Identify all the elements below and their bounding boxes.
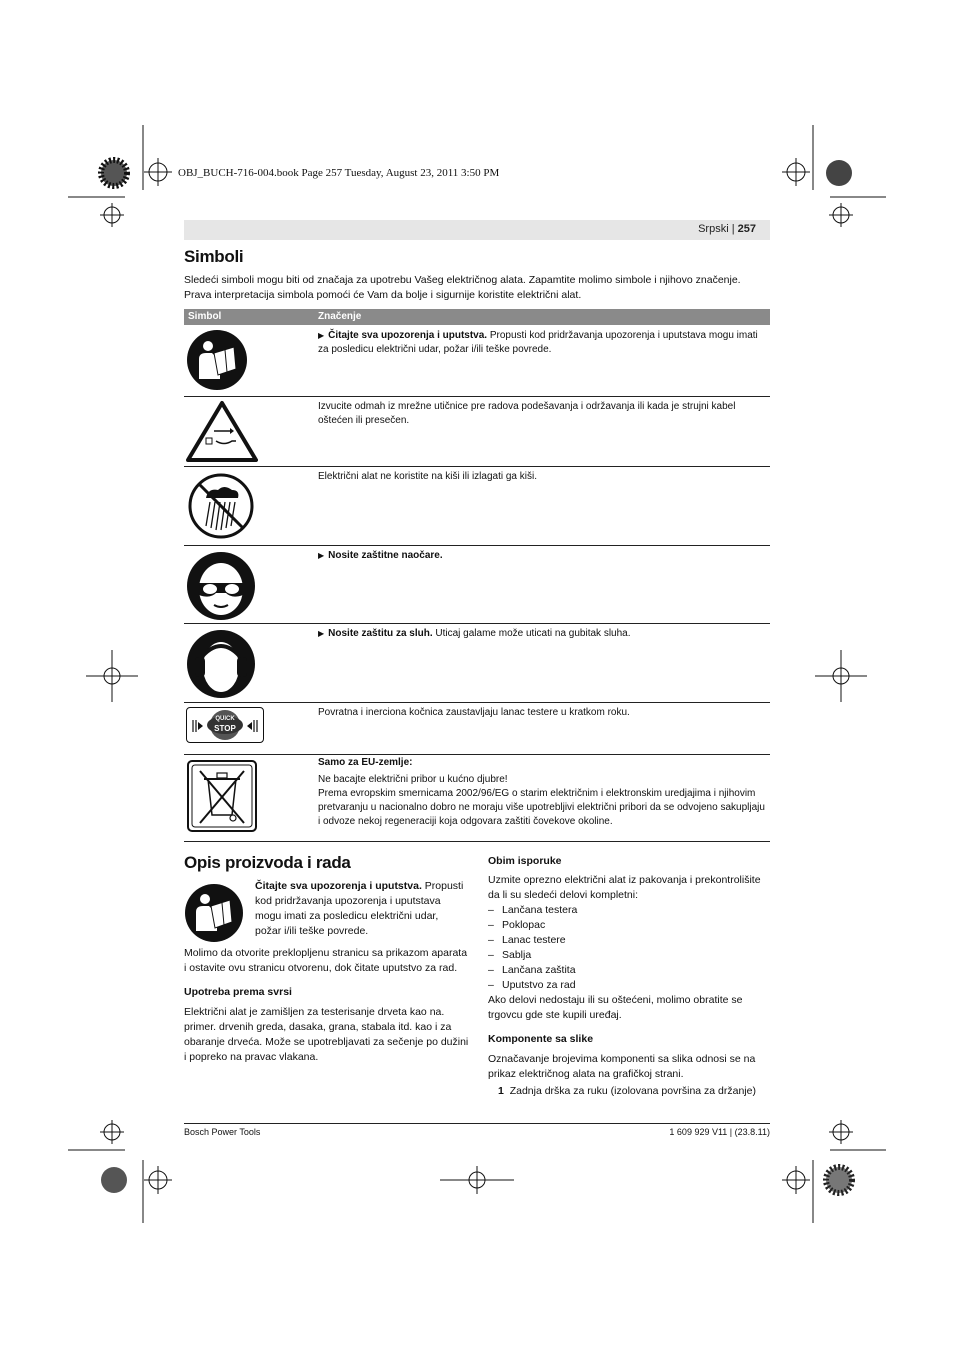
table-row (184, 624, 770, 703)
table-row (184, 467, 770, 546)
component-label: Zadnja drška za ruku (izolovana površina za držanje) (509, 1085, 756, 1097)
list-item: – Uputstvo za rad (488, 978, 770, 993)
ear-protection-icon (186, 629, 256, 699)
table-row (184, 546, 770, 624)
subsection-title-upotreba: Upotreba prema svrsi (184, 986, 292, 998)
bullet-arrow-icon: ▶ (318, 629, 325, 638)
row-text: Povratna i inerciona kočnica zaustavljaju lanac testere u kratkom roku. (318, 707, 630, 718)
warning-text (255, 879, 467, 939)
row-body-text: Propusti kod pridržavanja upozorenja i uputstava mogu imati za posledicu električni udar, požar i/ili teške povrede. (318, 330, 758, 355)
row-text (318, 549, 768, 563)
obim-intro: Uzmite oprezno električni alat iz pakovanja i prekontrolišite da li su sledeći delovi kompletni: (488, 874, 761, 901)
list-item: – Lančana testera (488, 903, 770, 918)
row-line: Ne bacajte električni pribor u kućno djubre! (318, 774, 508, 785)
bullet-arrow-icon: ▶ (318, 551, 325, 560)
stop-label: STOP (214, 724, 236, 733)
row-bold-text: Nosite zaštitu za sluh. (328, 628, 433, 639)
warning-bold: Čitajte sva upozorenja i uputstva. (255, 880, 422, 892)
footer-doc-number: 1 609 929 V11 | (23.8.11) (669, 1127, 770, 1137)
list-item: – Sablja (488, 948, 770, 963)
unplug-warning-icon (186, 400, 258, 462)
page-number: 257 (737, 223, 756, 235)
page-header-bar (184, 220, 770, 240)
row-bold-text: Čitajte sva upozorenja i uputstva. (328, 330, 488, 341)
subsection-title-obim: Obim isporuke (488, 855, 562, 867)
row-body-text: Uticaj galame može uticati na gubitak sluha. (432, 628, 631, 639)
list-item: – Poklopac (488, 918, 770, 933)
list-item: – Lančana zaštita (488, 963, 770, 978)
table-row (184, 703, 770, 755)
row-text: Izvucite odmah iz mrežne utičnice pre radova podešavanja i održavanja ili kada je strujni kabel oštećen ili presečen. (318, 401, 736, 426)
row-bold-text: Nosite zaštitne naočare. (328, 550, 443, 561)
component-number: 1 (498, 1085, 504, 1097)
weee-bin-icon (186, 759, 258, 833)
simboli-intro: Sledeći simboli mogu biti od značaja za upotrebu Vašeg električnog alata. Zapamtite molimo simbole i njihovo značenje. Prava interpretacija simbola pomoći će Vam da bolje i sigurnije koristite električni alat. (184, 274, 741, 301)
table-header (184, 309, 770, 325)
safety-goggles-icon (186, 551, 256, 621)
row-line: Prema evropskim smernicama 2002/96/EG o starim električnim i elektronskim uredjajima i njihovim pretvaranju u nacionalno dobro ne moraju više upotrebljivi električni pribori da se odvojeno sakupljaju i odvoze nekoj regeneraciji koja odgovara zaštiti čovekove okoline. (318, 788, 765, 827)
delivery-list (488, 903, 770, 993)
row-bold-text: Samo za EU-zemlje: (318, 757, 413, 768)
obim-outro: Ako delovi nedostaju ili su oštećeni, molimo obratite se trgovcu gde ste kupili uređaj. (488, 994, 743, 1021)
no-rain-icon (186, 472, 256, 540)
symbols-table (184, 309, 770, 842)
read-manual-icon (186, 329, 248, 391)
row-text: Električni alat ne koristite na kiši ili izlagati ga kiši. (318, 471, 537, 482)
bullet-arrow-icon: ▶ (318, 331, 325, 340)
row-text (318, 329, 768, 357)
table-row (184, 325, 770, 397)
language-label: Srpski (698, 223, 729, 235)
row-text (318, 756, 768, 829)
list-item: – Lanac testere (488, 933, 770, 948)
header-symbol: Simbol (188, 311, 222, 322)
component-item (498, 1084, 770, 1099)
footer-divider (184, 1123, 770, 1124)
page-number-label: Srpski | 257 (698, 223, 756, 235)
read-manual-icon (184, 883, 244, 943)
section-title-opis: Opis proizvoda i rada (184, 853, 351, 872)
row-text (318, 627, 768, 641)
subsection-title-komponente: Komponente sa slike (488, 1033, 594, 1045)
header-meaning: Značenje (318, 311, 362, 322)
warning-body: Propusti kod pridržavanja upozorenja i uputstava mogu imati za posledicu električni udar, požar i/ili teške povrede. (255, 880, 464, 937)
footer-brand: Bosch Power Tools (184, 1127, 261, 1137)
upotreba-text: Električni alat je zamišljen za testerisanje drveta kao na. primer. drvenih greda, dasaka, grana, stabala itd. kao i za obaranje drveća. Može se upotrebljavati za sečenje po dužini i popreko na pravac vlakana. (184, 1006, 469, 1063)
fold-out-text: Molimo da otvorite preklopljenu stranicu sa prikazom aparata i ostavite ovu stranicu otvorenu, dok čitate uputstvo za rad. (184, 947, 468, 974)
quick-label: QUICK (215, 716, 235, 722)
table-row (184, 397, 770, 467)
quick-stop-icon (186, 707, 264, 743)
table-row (184, 755, 770, 842)
komponente-intro: Označavanje brojevima komponenti sa slika odnosi se na prikaz električnog alata na grafičkoj strani. (488, 1053, 756, 1080)
print-header: OBJ_BUCH-716-004.book Page 257 Tuesday, August 23, 2011 3:50 PM (178, 167, 500, 179)
section-title-simboli: Simboli (184, 247, 244, 266)
